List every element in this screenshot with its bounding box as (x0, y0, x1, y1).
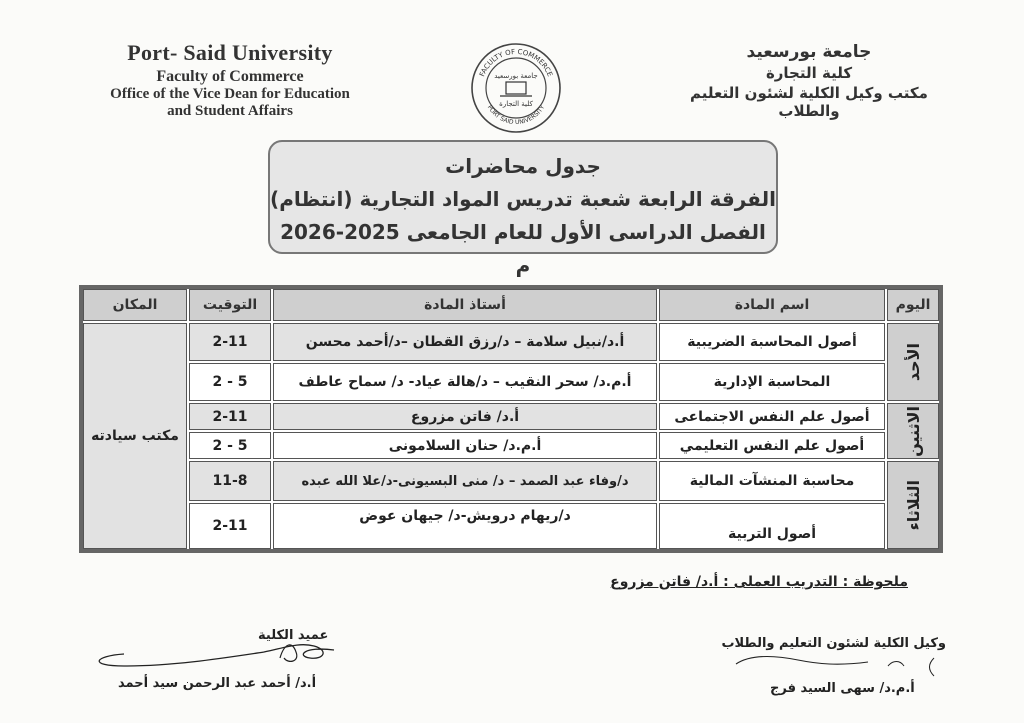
faculty-name-en: Faculty of Commerce (156, 68, 304, 85)
logo-text-top: FACULTY OF COMMERCE (478, 47, 554, 78)
day-sunday: الأحد (887, 323, 939, 401)
office-ar: مكتب وكيل الكلية لشئون التعليم والطلاب (690, 84, 928, 120)
time-cell: 5 - 2 (189, 363, 271, 401)
time-cell: 2-11 (189, 503, 271, 549)
vice-dean-signature (728, 650, 948, 680)
professor-cell: أ.م.د/ سحر النقيب – د/هالة عياد- د/ سماح عاطف (273, 363, 657, 401)
vice-dean-title: وكيل الكلية لشئون التعليم والطلاب (721, 636, 946, 651)
university-name-en: Port- Said University (127, 40, 333, 65)
title-line3: الفصل الدراسى الأول للعام الجامعى 2025-2026 م (280, 220, 766, 277)
place-cell: مكتب سيادته (83, 323, 187, 549)
faculty-logo-seal (470, 42, 562, 134)
faculty-name-ar: كلية التجارة (765, 64, 853, 82)
schedule-title-box (268, 140, 778, 277)
dean-signature (84, 632, 344, 672)
office-line2-en: and Student Affairs (167, 103, 293, 119)
practical-training-note: ملحوظة : التدريب العملى : أ.د/ فاتن مزروع (610, 574, 908, 590)
schedule-table (79, 285, 943, 553)
title-line1: جدول محاضرات (445, 154, 601, 178)
header-subject: اسم المادة (659, 289, 885, 321)
vice-dean-name: أ.م.د/ سهى السيد فرج (770, 681, 915, 696)
professor-cell: أ.د/نبيل سلامة – د/رزق القطان –د/أحمد محسن (273, 323, 657, 361)
university-name-ar: جامعة بورسعيد (746, 42, 872, 62)
logo-text-ar-1: جامعة بورسعيد (494, 72, 538, 80)
professor-cell: د/ريهام درويش-د/ جيهان عوض (273, 503, 657, 549)
logo-text-ar-2: كلية التجارة (499, 100, 533, 108)
dean-title: عميد الكلية (258, 628, 329, 643)
title-line2: الفرقة الرابعة شعبة تدريس المواد التجارية (انتظام) (270, 187, 776, 211)
subject-cell: أصول علم النفس الاجتماعى (659, 403, 885, 430)
subject-cell: أصول علم النفس التعليمي (659, 432, 885, 459)
professor-cell: أ.م.د/ حنان السلامونى (273, 432, 657, 459)
professor-cell: أ.د/ فاتن مزروع (273, 403, 657, 430)
office-line1-en: Office of the Vice Dean for Education (110, 86, 350, 102)
time-cell: 2-11 (189, 323, 271, 361)
day-monday: الاثنين (887, 403, 939, 459)
subject-cell: أصول المحاسبة الضريبية (659, 323, 885, 361)
day-tuesday: الثلاثاء (887, 461, 939, 549)
professor-cell: د/وفاء عبد الصمد – د/ منى البسيونى-د/علا الله عبده (273, 461, 657, 501)
subject-cell: محاسبة المنشآت المالية (659, 461, 885, 501)
subject-cell: المحاسبة الإدارية (659, 363, 885, 401)
time-cell: 5 - 2 (189, 432, 271, 459)
header-professor: أستاذ المادة (273, 289, 657, 321)
time-cell: 11-8 (189, 461, 271, 501)
english-header (80, 40, 380, 120)
logo-building-icon (506, 82, 526, 94)
logo-text-bottom: PORT SAID UNIVERSITY (485, 104, 547, 127)
header-place: المكان (83, 289, 187, 321)
arabic-header (664, 42, 954, 120)
time-cell: 2-11 (189, 403, 271, 430)
dean-name: أ.د/ أحمد عبد الرحمن سيد أحمد (118, 676, 317, 691)
header-day: اليوم (887, 289, 939, 321)
header-time: التوقيت (189, 289, 271, 321)
subject-cell: أصول التربية (659, 503, 885, 549)
